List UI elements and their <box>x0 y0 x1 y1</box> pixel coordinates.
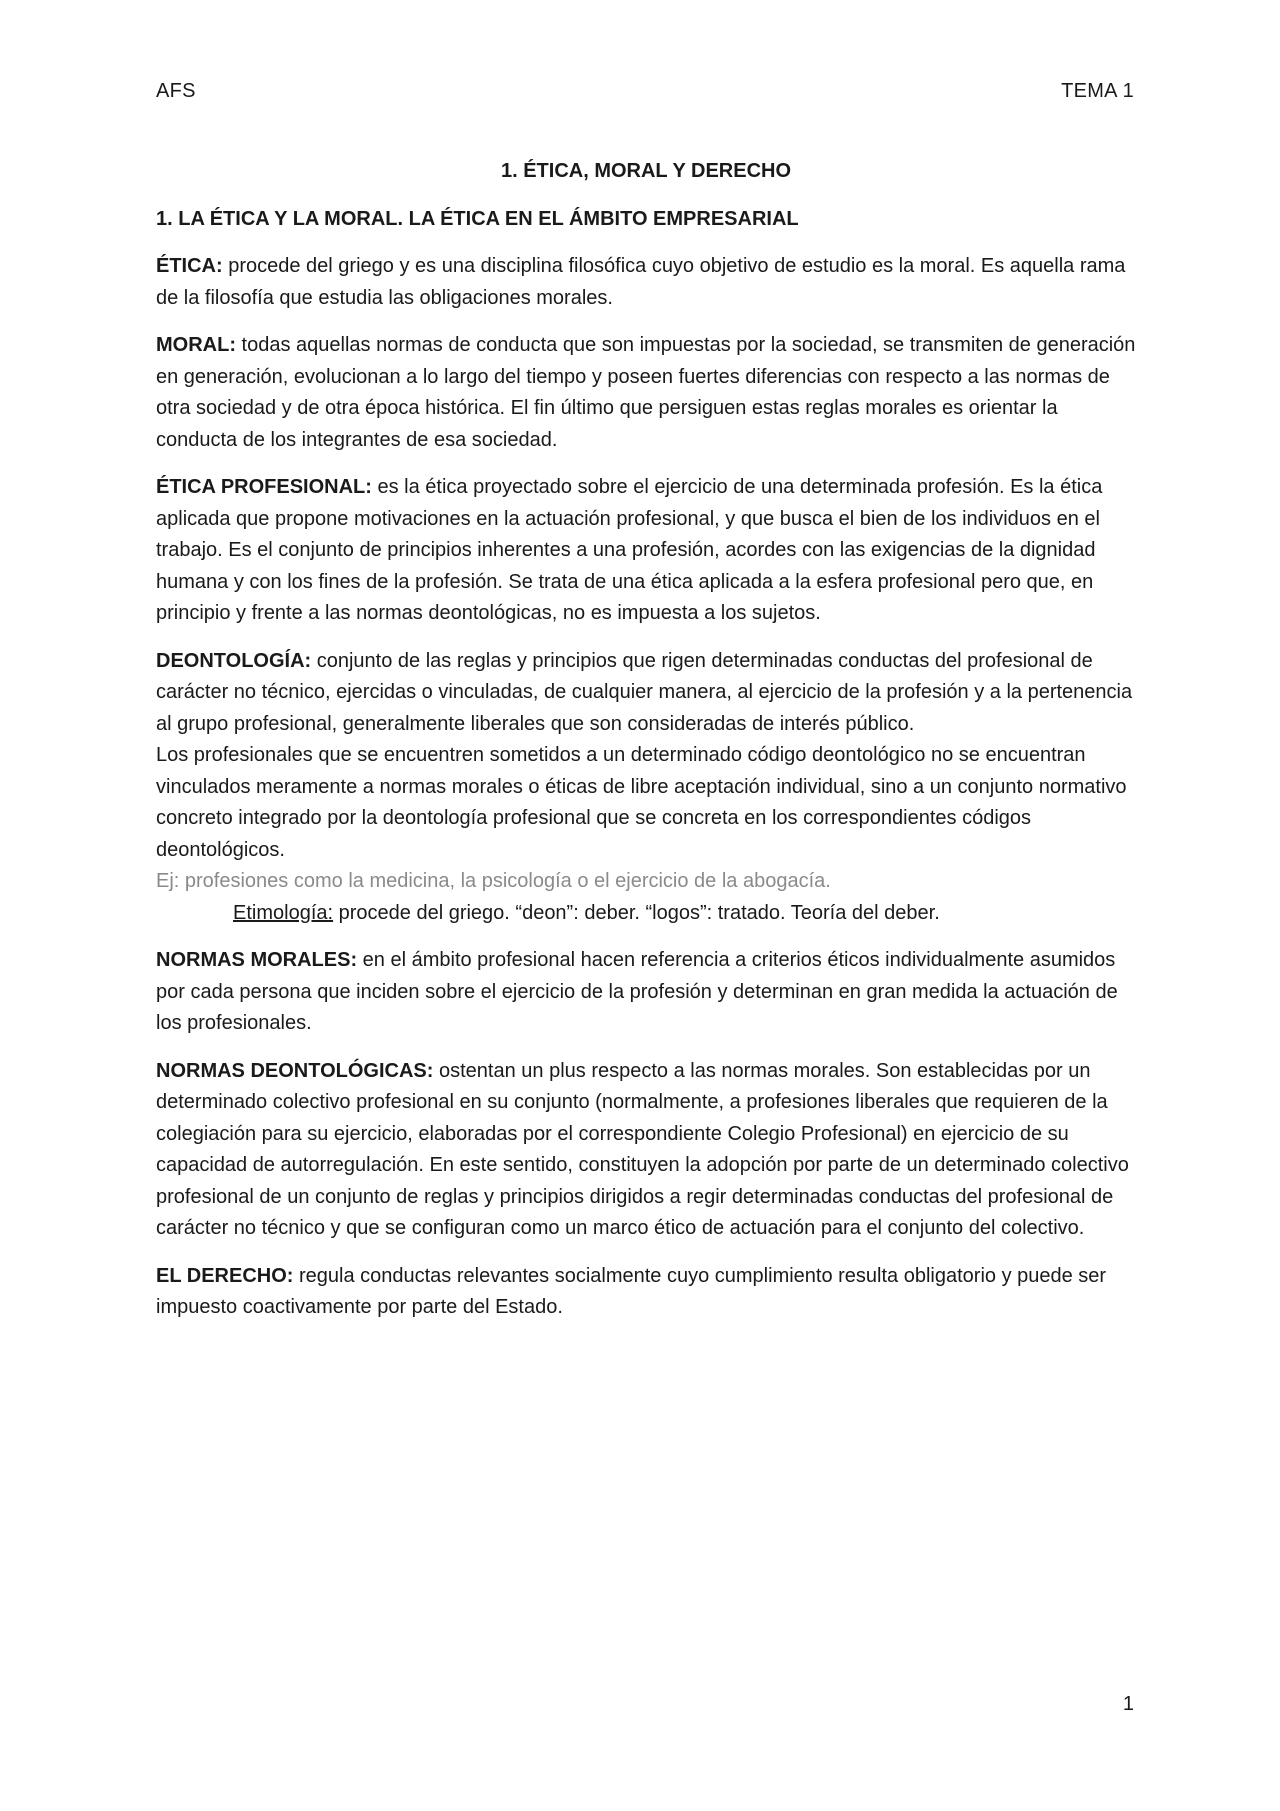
definition-etica: procede del griego y es una disciplina filosófica cuyo objetivo de estudio es la moral. Es aquella rama de la filosofía que estudia las obligaciones morales. <box>156 255 1126 309</box>
term-normas-morales: NORMAS MORALES: <box>156 949 358 971</box>
etymology-line <box>156 898 1136 930</box>
definition-deontologia: conjunto de las reglas y principios que rigen determinadas conductas del profesional de carácter no técnico, ejercidas o vinculadas, de cualquier manera, al ejercicio de la profesión y a la pertenencia al grupo profesional, generalmente liberales que son consideradas de interés público. <box>156 649 1133 735</box>
term-etica-profesional: ÉTICA PROFESIONAL: <box>156 476 372 498</box>
paragraph-moral <box>156 330 1136 456</box>
etymology-text: procede del griego. “deon”: deber. “logos”: tratado. Teoría del deber. <box>333 901 940 924</box>
page-number: 1 <box>1122 1693 1134 1715</box>
definition-normas-morales: en el ámbito profesional hacen referencia a criterios éticos individualmente asumidos por cada persona que inciden sobre el ejercicio de la profesión y determinan en gran medida la actuación de los profesionales. <box>156 949 1118 1034</box>
definition-normas-deontologicas: ostentan un plus respecto a las normas morales. Son establecidas por un determinado colectivo profesional en su conjunto (normalmente, a profesiones liberales que requieren de la colegiación para su ejercicio, elaboradas por el correspondiente Colegio Profesional) en ejercicio de su capacidad de autorregulación. En este sentido, constituyen la adopción por parte de un determinado colectivo profesional de un conjunto de reglas y principios dirigidos a regir determinadas conductas del profesional de carácter no técnico y que se configuran como un marco ético de actuación para el conjunto del colectivo. <box>156 1059 1129 1239</box>
document-body <box>156 156 1136 1340</box>
definition-derecho: regula conductas relevantes socialmente cuyo cumplimiento resulta obligatorio y puede ser impuesto coactivamente por parte del Estado. <box>156 1264 1107 1318</box>
paragraph-derecho <box>156 1261 1136 1324</box>
paragraph-etica-profesional <box>156 472 1136 630</box>
paragraph-deontologia <box>156 646 1136 741</box>
term-normas-deontologicas: NORMAS DEONTOLÓGICAS: <box>156 1059 434 1082</box>
example-deontologia: Ej: profesiones como la medicina, la psicología o el ejercicio de la abogacía. <box>156 870 831 892</box>
definition-moral: todas aquellas normas de conducta que son impuestas por la sociedad, se transmiten de generación en generación, evolucionan a lo largo del tiempo y poseen fuertes diferencias con respecto a las normas de otra sociedad y de otra época histórica. El fin último que persiguen estas reglas morales es orientar la conducta de los integrantes de esa sociedad. <box>156 334 1136 451</box>
header-right: TEMA 1 <box>1061 80 1134 102</box>
paragraph-normas-deontologicas <box>156 1056 1136 1245</box>
term-deontologia: DEONTOLOGÍA: <box>156 649 312 672</box>
term-derecho: EL DERECHO: <box>156 1264 294 1287</box>
definition-etica-profesional: es la ética proyectado sobre el ejercicio de una determinada profesión. Es la ética aplicada que propone motivaciones en la actuación profesional, y que busca el bien de los individuos en el trabajo. Es el conjunto de principios inherentes a una profesión, acordes con las exigencias de la dignidad humana y con los fines de la profesión. Se trata de una ética aplicada a la esfera profesional pero que, en principio y frente a las normas deontológicas, no es impuesta a los sujetos. <box>156 476 1103 624</box>
paragraph-normas-morales <box>156 945 1136 1040</box>
header-left: AFS <box>156 80 196 102</box>
paragraph-deontologia-continued: Los profesionales que se encuentren sometidos a un determinado código deontológico no se encuentran vinculados meramente a normas morales o éticas de libre aceptación individual, sino a un conjunto normativo concreto integrado por la deontología profesional que se concreta en los correspondientes códigos deontológicos. <box>156 744 1127 861</box>
paragraph-etica <box>156 251 1136 314</box>
document-title: 1. ÉTICA, MORAL Y DERECHO <box>500 160 792 182</box>
etymology-label: Etimología: <box>233 901 334 924</box>
term-etica: ÉTICA: <box>156 255 223 277</box>
term-moral: MORAL: <box>156 334 236 356</box>
section-heading: 1. LA ÉTICA Y LA MORAL. LA ÉTICA EN EL ÁMBITO EMPRESARIAL <box>156 207 799 230</box>
